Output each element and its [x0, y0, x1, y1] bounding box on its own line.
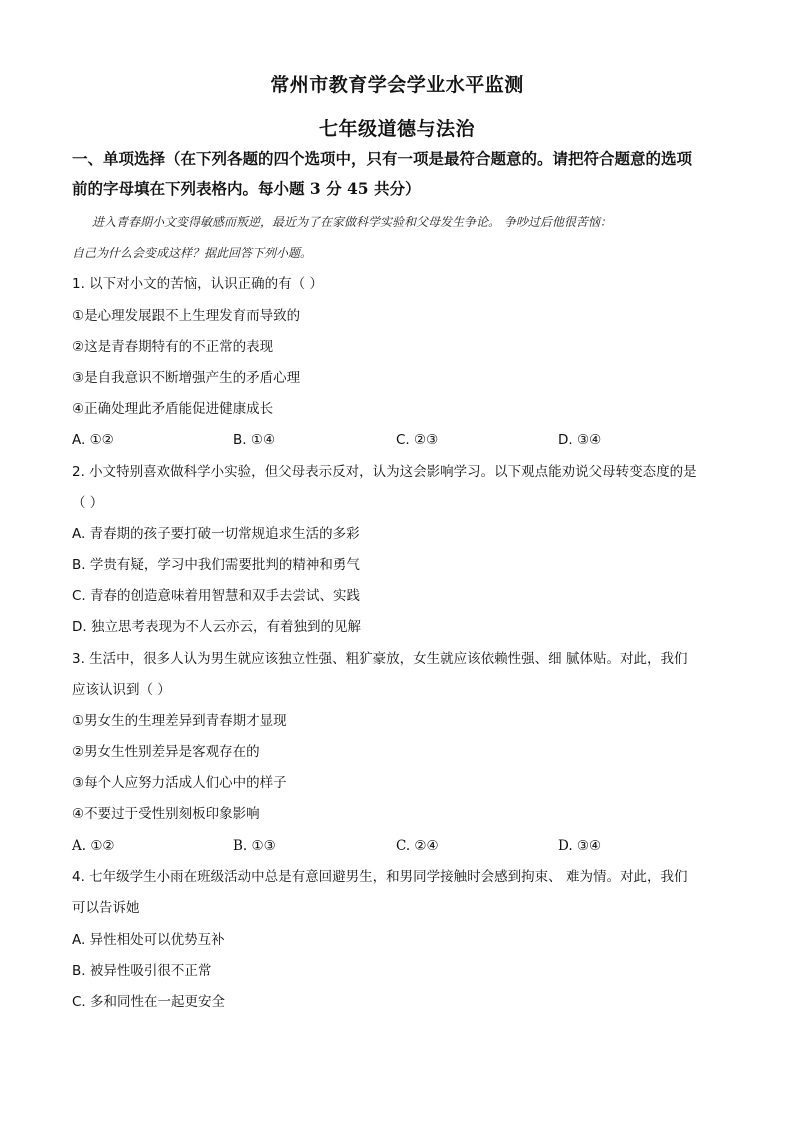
q1-stem: 1. 以下对小文的苦恼，认识正确的有（ ） [72, 276, 323, 292]
q2-option-c: C. 青春的创造意味着用智慧和双手去尝试、实践 [72, 588, 361, 604]
q3-option-d: D. ③④ [558, 838, 602, 854]
section-heading-line-2: 前的字母填在下列表格内。每小题 3 分 45 共分） [72, 179, 421, 198]
q3-option-a: A. ①② [72, 838, 115, 854]
q3-item: ①男女生的生理差异到青春期才显现 [72, 713, 287, 729]
q3-item: ④不要过于受性别刻板印象影响 [72, 806, 260, 822]
reading-intro-line-2: 自己为什么会变成这样？据此回答下列小题。 [72, 246, 313, 260]
q1-item: ①是心理发展跟不上生理发育而导致的 [72, 308, 301, 324]
q4-option-c: C. 多和同性在一起更安全 [72, 994, 226, 1010]
q3-stem-line-2: 应该认识到（ ） [72, 682, 171, 698]
q2-option-a: A. 青春期的孩子要打破一切常规追求生活的多彩 [72, 526, 360, 542]
q2-option-d: D. 独立思考表现为不人云亦云，有着独到的见解 [72, 619, 361, 635]
q2-stem-line-2: （ ） [72, 495, 104, 511]
q1-option-b: B. ①④ [233, 432, 276, 448]
exam-subject: 七年级道德与法治 [318, 118, 475, 140]
q3-stem-line-1: 3. 生活中，很多人认为男生就应该独立性强、粗犷豪放，女生就应该依赖性强、细 腻体贴。对此，我们 [72, 651, 688, 667]
q3-item: ③每个人应努力活成人们心中的样子 [72, 775, 287, 791]
q2-option-b: B. 学贵有疑，学习中我们需要批判的精神和勇气 [72, 557, 360, 573]
reading-intro-line-1: 进入青春期小文变得敏感而叛逆，最近为了在家做科学实验和父母发生争论。 争吵过后他很苦恼： [92, 215, 612, 229]
q1-item: ③是自我意识不断增强产生的矛盾心理 [72, 370, 301, 386]
q1-item: ②这是青春期特有的不正常的表现 [72, 339, 274, 355]
q3-item: ②男女生性别差异是客观存在的 [72, 744, 260, 760]
q1-option-c: C. ②③ [396, 432, 439, 448]
q2-stem-line-1: 2. 小文特别喜欢做科学小实验，但父母表示反对，认为这会影响学习。以下观点能劝说父母转变态度的是 [72, 464, 697, 480]
q1-option-d: D. ③④ [558, 432, 602, 448]
q4-option-b: B. 被异性吸引很不正常 [72, 963, 212, 979]
q3-option-b: B. ①③ [233, 838, 276, 854]
q4-option-a: A. 异性相处可以优势互补 [72, 932, 225, 948]
q4-stem-line-2: 可以告诉她 [72, 900, 140, 916]
section-heading-line-1: 一、单项选择（在下列各题的四个选项中，只有一项是最符合题意的。请把符合题意的选项 [72, 149, 693, 168]
q1-option-a: A. ①② [72, 432, 114, 448]
exam-title: 常州市教育学会学业水平监测 [270, 74, 524, 96]
q4-stem-line-1: 4. 七年级学生小雨在班级活动中总是有意回避男生，和男同学接触时会感到拘束、 难为情。对此，我们 [72, 869, 688, 885]
q3-option-c: C. ②④ [396, 838, 439, 854]
q1-item: ④正确处理此矛盾能促进健康成长 [72, 401, 274, 417]
